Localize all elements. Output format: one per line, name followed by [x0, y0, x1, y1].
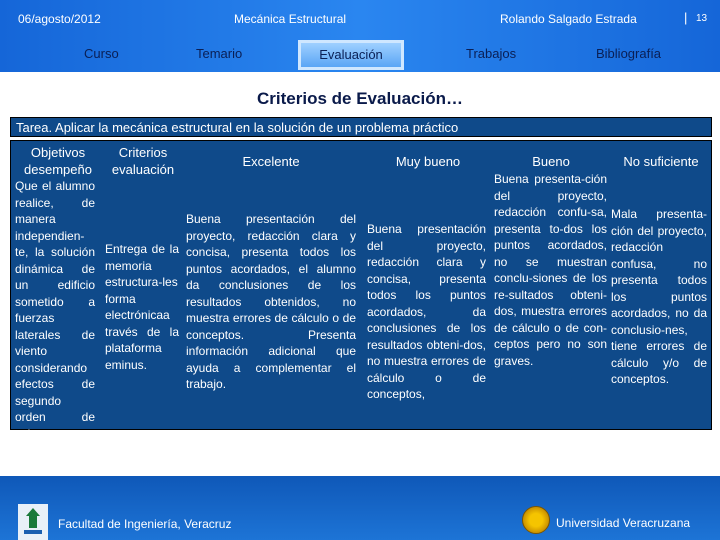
header-no-suficiente: No suficiente: [623, 154, 699, 169]
nav-temario[interactable]: Temario: [196, 46, 243, 61]
cell-objetivos: Que el alumno realice, de manera independien-te, la solución dinámica de un edificio sometido a fuerzas laterales de viento considerando efectos de segundo orden de columnas.: [15, 179, 95, 441]
university-seal-icon: [522, 506, 550, 534]
header-objetivos: Objetivos desempeño: [24, 145, 92, 177]
cell-excelente: Buena presentación del proyecto, redacción clara y concisa, presenta todos los puntos acordados, el alumno da conclusiones de los resultados obtenidos, no muestra errores de cálculo o de conceptos. Presenta información adicional que ayuda a complementar el trabajo.: [186, 212, 356, 391]
header-bueno: Bueno: [532, 154, 570, 169]
nav-trabajos[interactable]: Trabajos: [466, 46, 517, 61]
header-bar: [0, 0, 720, 72]
task-bar: Tarea. Aplicar la mecánica estructural en la solución de un problema práctico: [10, 117, 712, 137]
criteria-table: [10, 140, 712, 441]
university-name: Universidad Veracruzana: [556, 516, 691, 530]
author-name: Rolando Salgado Estrada: [500, 12, 637, 26]
nav-bibliografia[interactable]: Bibliografía: [596, 46, 662, 61]
header-excelente: Excelente: [242, 154, 300, 169]
page-title: Criterios de Evaluación…: [257, 89, 463, 108]
separator: |: [684, 10, 688, 25]
course-title: Mecánica Estructural: [234, 12, 347, 26]
faculty-logo-icon: [18, 504, 48, 540]
date-label: 06/agosto/2012: [18, 12, 101, 26]
page-number: 13: [696, 13, 708, 24]
nav-evaluacion[interactable]: Evaluación: [298, 40, 404, 70]
header-criterios: Criterios evaluación: [111, 145, 175, 177]
cell-criterios: Entrega de la memoria estructura-les forma electrónicaa través de la plataforma eminus.: [105, 242, 179, 372]
cell-bueno: Buena presenta-ción del proyecto, redacción confu-sa, presenta to-dos los puntos acordados, no se muestran conclu-siones de los re-sultados obteni-dos, muestra errores de cálculo o de con-ceptos pero no son graves.: [494, 172, 607, 368]
cell-no-suficiente: Mala presenta-ción del proyecto, redacción confusa, no presenta todos los puntos acordados, no da conclusio-nes, tiene errores de cálculo y/o de conceptos.: [611, 207, 707, 386]
faculty-name: Facultad de Ingeniería, Veracruz: [58, 517, 232, 531]
header-muy-bueno: Muy bueno: [395, 154, 461, 169]
footer-bar: [0, 476, 720, 540]
nav-curso[interactable]: Curso: [84, 46, 119, 61]
cell-muy-bueno: Buena presentación del proyecto, redacción clara y concisa, presenta todos los puntos acordados, da conclusiones de los resultados obteni-dos, no muestra errores de cálculo o de conceptos,: [367, 222, 486, 401]
